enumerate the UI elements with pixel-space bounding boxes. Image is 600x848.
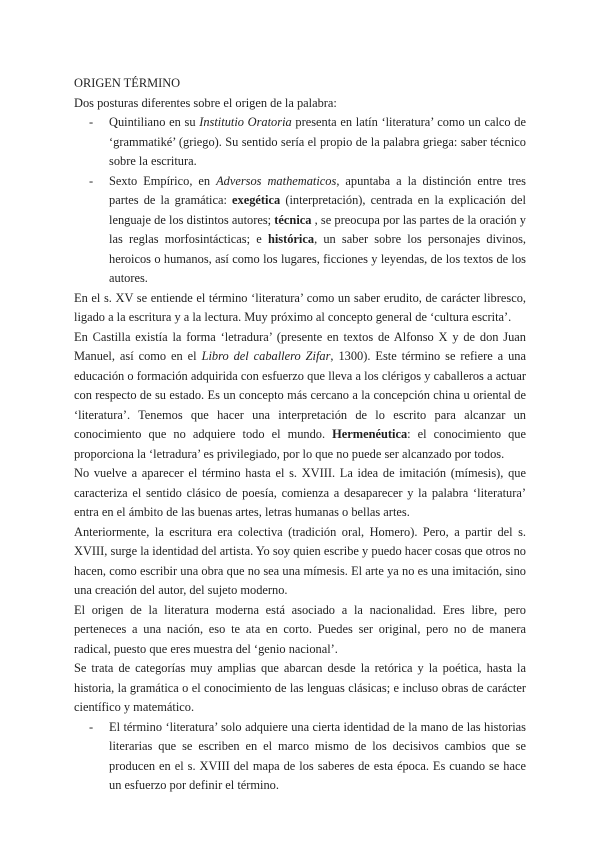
term-tecnica: técnica (274, 212, 312, 227)
bullet-dash: - (89, 173, 94, 188)
paragraph-categorias: Se trata de categorías muy amplias que abarcan desde la retórica y la poética, hasta la historia, la gramática o el conocimiento de las lenguas clásicas; e incluso obras de carácter científico y matemático. (74, 661, 526, 714)
list-item-sexto-empirico (74, 172, 526, 289)
quintiliano-text-c: presenta en latín ‘literatura’ como un calco de ‘grammatiké’ (griego). Su sentido sería el propio de la palabra griega: saber técnico sobre la escritura. (109, 115, 526, 168)
paragraph-nacionalidad: El origen de la literatura moderna está asociado a la nacionalidad. Eres libre, pero perteneces a una nación, eso te ata en corto. Puedes ser original, pero no de manera radical, puesto que eres muestra del ‘genio nacional’. (74, 602, 526, 656)
list-item-quintiliano (74, 113, 526, 172)
bullet-dash: - (89, 719, 94, 734)
postures-list (74, 113, 526, 289)
section-title: ORIGEN TÉRMINO (74, 76, 181, 90)
sexto-text-i: , un saber sobre los personajes divinos, heroicos o humanos, así como los lugares, ficciones y leyendas, de los textos de los autores. (109, 232, 526, 285)
term-hermeneutica: Hermenéutica (332, 427, 408, 441)
paragraph-artista: Anteriormente, la escritura era colectiva (tradición oral, Homero). Pero, a partir del s. XVIII, surge la identidad del artista. Yo soy quien escribe y puedo hacer cosas que otros no hacen, como escribir una obra que no sea una mímesis. El arte ya no es una imitación, sino una creación del autor, del sujeto moderno. (74, 524, 526, 597)
document-body (74, 74, 526, 796)
paragraph-siglo-xviii: No vuelve a aparecer el término hasta el s. XVIII. La idea de imitación (mímesis), que caracteriza el sentido clásico de poesía, comienza a desaparecer y la palabra ‘literatura’ entra en el ámbito de las buenas artes, letras humanas o bellas artes. (74, 466, 526, 519)
letradura-text-a: En Castilla existía la forma ‘letradura’ (presente en textos de Alfonso X y de don Juan Manuel, así como en el (74, 329, 526, 363)
sexto-text-e: (interpretación), centrada en la explicación del lenguaje de los distintos autores; (109, 193, 526, 227)
intro-paragraph: Dos posturas diferentes sobre el origen de la palabra: (74, 95, 337, 110)
paragraph-letradura (74, 328, 526, 465)
term-exegetica: exegética (232, 193, 281, 207)
letradura-text-e: : el conocimiento que proporciona la ‘letradura’ es privilegiado, por lo que no puede ser alcanzado por todos. (74, 427, 527, 461)
sexto-text-c: , apuntaba a la distinción entre tres partes de la gramática: (109, 173, 526, 207)
list-item-identidad (74, 718, 526, 796)
term-historica: histórica (267, 232, 315, 246)
sexto-text-a: Sexto Empírico, en (109, 173, 217, 188)
work-title-adversos: Adversos mathematicos (216, 173, 337, 188)
identidad-text: El término ‘literatura’ solo adquiere una cierta identidad de la mano de las historias literarias que se escriben en el marco mismo de los decisivos cambios que se producen en el s. XVIII del mapa de los saberes de esta época. Es cuando se hace un esfuerzo por definir el término. (109, 719, 526, 792)
sexto-text-g: , se preocupa por las partes de la oración y las reglas morfosintácticas; e (109, 212, 527, 246)
bullet-dash: - (89, 115, 94, 129)
quintiliano-text-a: Quintiliano en su (109, 115, 200, 129)
work-title-zifar: Libro del caballero Zifar (201, 349, 331, 363)
paragraph-siglo-xv: En el s. XV se entiende el término ‘literatura’ como un saber erudito, de carácter libresco, ligado a la escritura y a la lectura. Muy próximo al concepto general de ‘cultura escrita’. (74, 290, 526, 324)
letradura-text-c: , 1300). Este término se refiere a una educación o formación adquirida con esfuerzo que lleva a los clérigos y caballeros a actuar con respecto de su estado. Es un concepto más cercano a la concepción china u oriental de ‘literatura’. Tenemos que hacer una interpretación de lo escrito para alcanzar un conocimiento que no adquiere todo el mundo. (74, 349, 526, 441)
identity-list (74, 718, 526, 796)
work-title-institutio: Institutio Oratoria (199, 115, 292, 129)
